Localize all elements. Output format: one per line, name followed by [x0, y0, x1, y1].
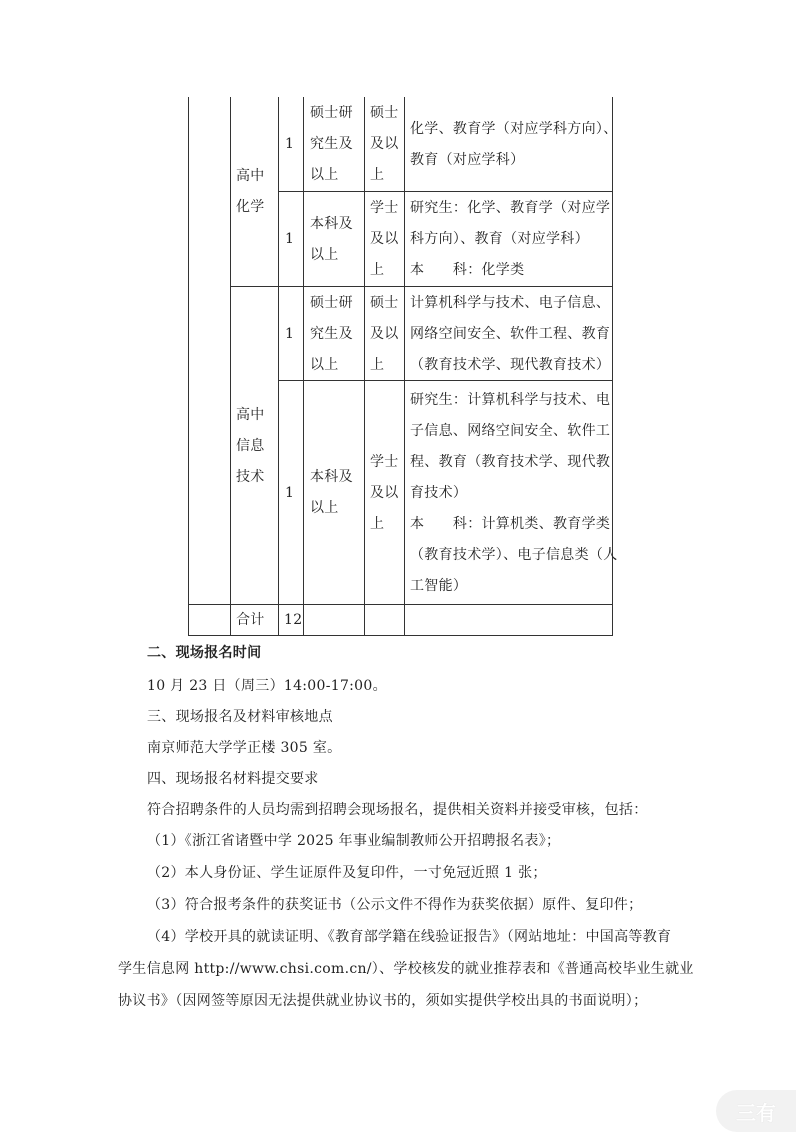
education-cell: 硕士研 究生及 以上 [310, 294, 353, 373]
count-cell: 1 [285, 231, 295, 247]
section-body-location: 南京师范大学学正楼 305 室。 [147, 740, 342, 756]
count-cell: 1 [285, 136, 295, 152]
total-label-cell: 合计 [236, 611, 265, 628]
materials-intro: 符合招聘条件的人员均需到招聘会现场报名，提供相关资料并接受审核，包括： [147, 802, 648, 818]
subject-line: 化学 [236, 199, 265, 215]
materials-item-4-line-1: （4）学校开具的就读证明、《教育部学籍在线验证报告》（网站地址：中国高等教育 [147, 929, 672, 945]
section-body-time: 10 月 23 日（周三）14:00-17:00。 [147, 678, 387, 694]
subject-line: 技术 [236, 468, 265, 485]
subject-cell-chemistry [231, 97, 283, 287]
degree-cell: 学士 及以 上 [370, 200, 399, 278]
total-count-cell: 12 [284, 611, 303, 628]
subject-line: 信息 [236, 437, 265, 454]
major-cell: 计算机科学与技术、电子信息、 网络空间安全、软件工程、教育 （教育技术学、现代教育技术） [410, 294, 611, 373]
watermark-text: 三有 [736, 1100, 776, 1125]
section-heading-location: 三、现场报名及材料审核地点 [147, 709, 333, 725]
subject-line: 高中 [236, 406, 265, 423]
degree-cell: 硕士 及以 上 [370, 105, 399, 183]
education-cell: 硕士研 究生及 以上 [310, 105, 353, 183]
major-cell: 研究生：计算机科学与技术、电 子信息、网络空间安全、软件工 程、教育（教育技术学、现代教 育技术） 本 科：计算机类、教育学类 （教育技术学）、电子信息类（人 工智能） [410, 391, 618, 594]
education-cell: 本科及 以上 [310, 469, 353, 516]
materials-item-4-line-2: 学生信息网 http://www.chsi.com.cn/）、学校核发的就业推荐表和《普通高校毕业生就业 [118, 961, 694, 977]
subject-cell-it [231, 287, 283, 605]
section-heading-materials: 四、现场报名材料提交要求 [147, 771, 319, 787]
materials-item-4-line-3: 协议书》（因网签等原因无法提供就业协议书的，须如实提供学校出具的书面说明）； [118, 993, 648, 1009]
count-cell: 1 [285, 484, 295, 501]
section-heading-time: 二、现场报名时间 [147, 645, 262, 661]
degree-cell: 学士 及以 上 [370, 453, 399, 532]
watermark-badge [716, 1090, 796, 1132]
degree-cell: 硕士 及以 上 [370, 294, 399, 373]
count-cell: 1 [285, 325, 295, 342]
materials-item-1: （1）《浙江省诸暨中学 2025 年事业编制教师公开招聘报名表》； [147, 833, 561, 849]
major-cell: 化学、教育学（对应学科方向）、 教育（对应学科） [410, 120, 618, 168]
major-cell: 研究生：化学、教育学（对应学 科方向）、教育（对应学科） 本 科：化学类 [410, 200, 611, 278]
subject-line: 高中 [236, 168, 265, 184]
education-cell: 本科及 以上 [310, 215, 353, 263]
materials-item-3: （3）符合报考条件的获奖证书（公示文件不得作为获奖依据）原件、复印件； [147, 897, 643, 913]
materials-item-2: （2）本人身份证、学生证原件及复印件，一寸免冠近照 1 张； [147, 865, 547, 881]
